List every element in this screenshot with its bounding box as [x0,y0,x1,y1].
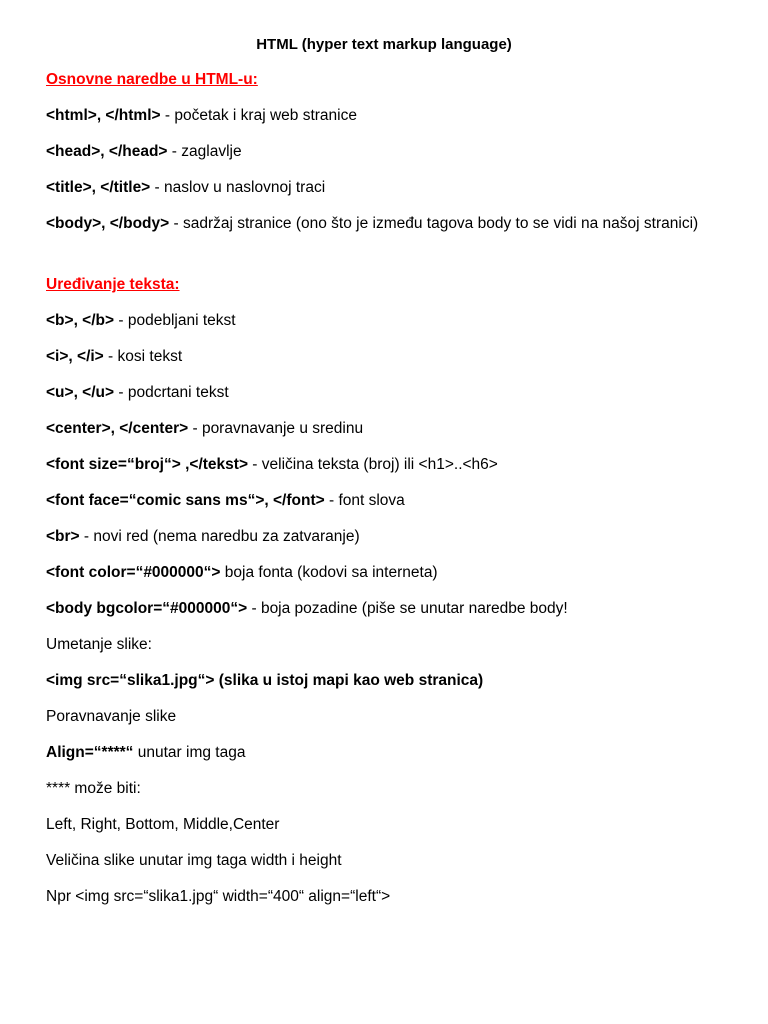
line-html [46,104,726,128]
line-code: <img src=“slika1.jpg“> (slika u istoj mapi kao web stranica) [46,672,484,689]
line-description: - sadržaj stranice (ono što je između tagova body to se vidi na našoj stranici) [169,215,699,232]
line-underline [46,381,726,405]
line-align-values [46,813,726,837]
section-heading-text: Osnovne naredbe u HTML-u: [46,71,258,88]
line-description: Poravnavanje slike [46,708,177,725]
line-description: unutar img taga [133,744,246,761]
line-description: - kosi tekst [103,348,183,365]
line-description: - boja pozadine (piše se unutar naredbe body! [247,600,568,617]
line-description: - podebljani tekst [114,312,236,329]
line-description: - font slova [324,492,405,509]
line-description: Left, Right, Bottom, Middle,Center [46,816,280,833]
section-heading-text: Uređivanje teksta: [46,276,180,293]
line-description: - naslov u naslovnoj traci [150,179,326,196]
line-code: <i>, </i> [46,348,104,365]
line-description: Npr <img src=“slika1.jpg“ width=“400“ align=“left“> [46,888,391,905]
line-description: Umetanje slike: [46,636,152,653]
line-description: - veličina teksta (broj) ili <h1>..<h6> [248,456,498,473]
line-code: <b>, </b> [46,312,115,329]
line-font-size [46,453,726,477]
line-code: <u>, </u> [46,384,115,401]
line-code: <font size=“broj“> ,</tekst> [46,456,248,473]
line-br [46,525,726,549]
line-image-alignment [46,705,726,729]
section-heading-text-editing [46,273,726,297]
line-code: <html>, </html> [46,107,161,124]
line-description: boja fonta (kodovi sa interneta) [220,564,438,581]
line-font-face [46,489,726,513]
line-description: - novi red (nema naredbu za zatvaranje) [79,528,360,545]
line-example [46,885,726,909]
line-image-size [46,849,726,873]
line-head [46,140,726,164]
line-center [46,417,726,441]
line-insert-image [46,633,726,657]
line-description: **** može biti: [46,780,141,797]
line-body [46,212,726,236]
document-title: HTML (hyper text markup language) [256,36,512,53]
line-code: <br> [46,528,80,545]
line-code: <title>, </title> [46,179,151,196]
line-img-src [46,669,726,693]
line-align-values-intro [46,777,726,801]
line-align-attribute [46,741,726,765]
line-italic [46,345,726,369]
line-code: <body>, </body> [46,215,170,232]
line-bold [46,309,726,333]
line-description: - poravnavanje u sredinu [188,420,364,437]
line-body-bgcolor [46,597,726,621]
line-font-color [46,561,726,585]
line-description: - početak i kraj web stranice [160,107,357,124]
line-code: <body bgcolor=“#000000“> [46,600,248,617]
line-description: - zaglavlje [167,143,242,160]
line-code: <font color=“#000000“> [46,564,221,581]
line-description: - podcrtani tekst [114,384,229,401]
line-description: Veličina slike unutar img taga width i height [46,852,342,869]
line-code: <font face=“comic sans ms“>, </font> [46,492,325,509]
line-title [46,176,726,200]
line-code: <head>, </head> [46,143,168,160]
line-code: <center>, </center> [46,420,189,437]
section-heading-basic-commands [46,68,726,92]
line-code: Align=“****“ [46,744,134,761]
